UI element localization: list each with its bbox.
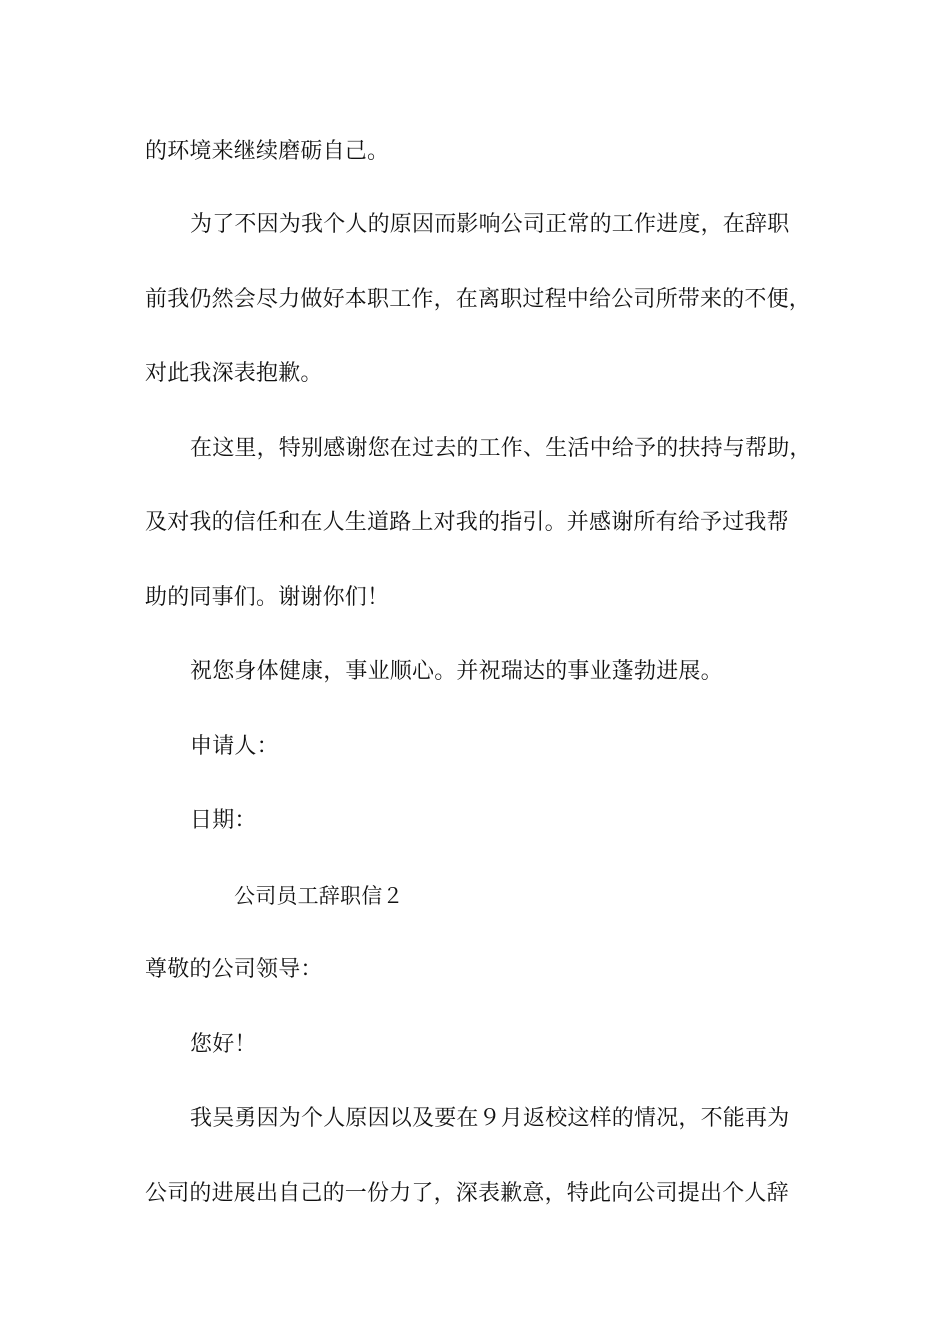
date-label: 日期： bbox=[190, 808, 257, 833]
paragraph-line: 的环境来继续磨砺自己。 bbox=[145, 139, 390, 164]
applicant-label: 申请人： bbox=[190, 734, 279, 759]
greeting: 您好！ bbox=[190, 1032, 257, 1057]
paragraph-line: 为了不因为我个人的原因而影响公司正常的工作进度，在辞职 bbox=[190, 212, 790, 237]
paragraph-line: 公司的进展出自己的一份力了，深表歉意，特此向公司提出个人辞 bbox=[145, 1181, 789, 1206]
letter-title: 公司员工辞职信２ bbox=[234, 884, 404, 908]
paragraph-line: 祝您身体健康，事业顺心。并祝瑞达的事业蓬勃进展。 bbox=[190, 659, 723, 684]
salutation: 尊敬的公司领导： bbox=[145, 957, 323, 982]
paragraph-line: 及对我的信任和在人生道路上对我的指引。并感谢所有给予过我帮 bbox=[145, 510, 789, 535]
paragraph-line: 在这里，特别感谢您在过去的工作、生活中给予的扶持与帮助， bbox=[190, 436, 812, 461]
paragraph-line: 对此我深表抱歉。 bbox=[145, 361, 323, 386]
paragraph-line: 我吴勇因为个人原因以及要在９月返校这样的情况，不能再为 bbox=[190, 1106, 790, 1131]
paragraph-line: 前我仍然会尽力做好本职工作，在离职过程中给公司所带来的不便， bbox=[145, 287, 812, 312]
paragraph-line: 助的同事们。谢谢你们！ bbox=[145, 585, 390, 610]
